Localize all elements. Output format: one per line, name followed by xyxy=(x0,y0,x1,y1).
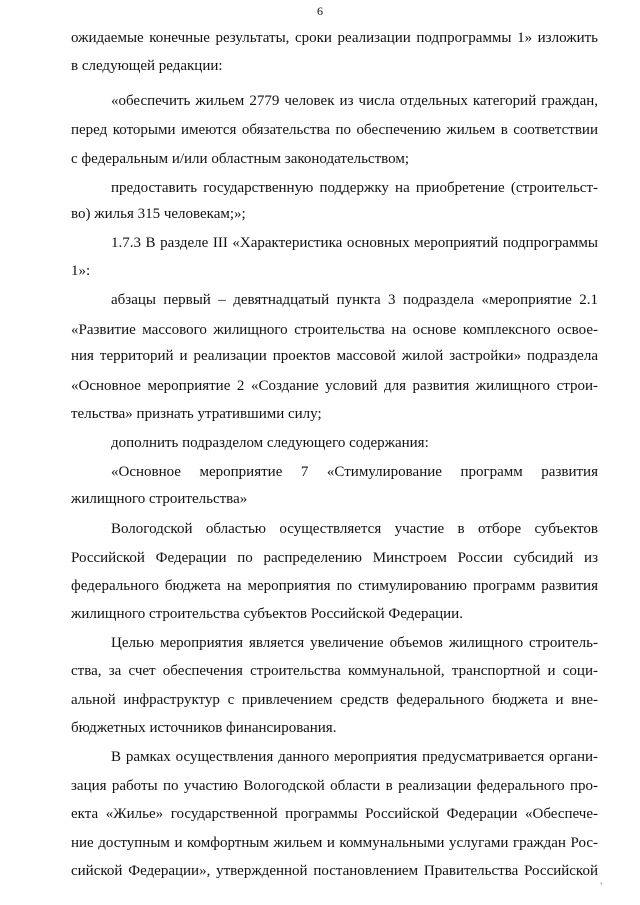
text-line: «обеспечить жильем 2779 человек из числа отдельных категорий граждан, xyxy=(111,93,598,109)
text-line: «Основное мероприятие 2 «Создание условий для развития жилищного строи- xyxy=(71,378,598,394)
text-line: ние доступным и комфортным жильем и коммунальными услугами граждан Рос- xyxy=(71,835,598,851)
text-line: 1»: xyxy=(71,263,91,279)
text-line: екта «Жилье» государственной программы Российской Федерации «Обеспече- xyxy=(71,806,598,822)
text-line: во) жилья 315 человекам;»; xyxy=(71,206,246,222)
text-line: «Основное мероприятие 7 «Стимулирование программ развития xyxy=(111,464,598,480)
text-line: «Развитие массового жилищного строительства на основе комплексного освое- xyxy=(71,322,598,338)
text-line: Российской Федерации по распределению Минстроем России субсидий из xyxy=(71,550,598,566)
text-line: жилищного строительства субъектов Российской Федерации. xyxy=(71,606,463,622)
text-line: в следующей редакции: xyxy=(71,58,223,74)
text-line: ожидаемые конечные результаты, сроки реализации подпрограммы 1» изложить xyxy=(71,30,598,46)
text-line: жилищного строительства» xyxy=(71,491,248,507)
text-line: сийской Федерации», утвержденной постановлением Правительства Российской xyxy=(71,863,598,879)
text-line: зация работы по участию Вологодской области в реализации федерального про- xyxy=(71,778,598,794)
text-line: тельства» признать утратившими силу; xyxy=(71,406,322,422)
text-line: Вологодской областью осуществляется участие в отборе субъектов xyxy=(111,521,598,537)
text-line: Целью мероприятия является увеличение объемов жилищного строитель- xyxy=(111,635,598,651)
text-line: бюджетных источников финансирования. xyxy=(71,720,337,736)
text-line: дополнить подразделом следующего содержания: xyxy=(111,435,429,451)
text-line: абзацы первый – девятнадцатый пункта 3 подраздела «мероприятие 2.1 xyxy=(111,292,598,308)
text-line: перед которыми имеются обязательства по обеспечению жильем в соответствии xyxy=(71,122,598,138)
corner-mark: ' xyxy=(600,881,602,891)
text-line: 1.7.3 В разделе III «Характеристика основных мероприятий подпрограммы xyxy=(111,235,598,251)
text-line: ния территорий и реализации проектов массовой жилой застройки» подраздела xyxy=(71,348,598,364)
text-line: В рамках осуществления данного мероприятия предусматривается органи- xyxy=(111,749,598,765)
page-number: 6 xyxy=(317,4,323,18)
text-line: федерального бюджета на мероприятия по стимулированию программ развития xyxy=(71,578,598,594)
text-line: с федеральным и/или областным законодательством; xyxy=(71,151,409,167)
text-line: предоставить государственную поддержку на приобретение (строительст- xyxy=(111,180,598,196)
text-line: альной инфраструктур с привлечением средств федерального бюджета и вне- xyxy=(71,692,598,708)
text-line: ства, за счет обеспечения строительства коммунальной, транспортной и соци- xyxy=(71,663,598,679)
